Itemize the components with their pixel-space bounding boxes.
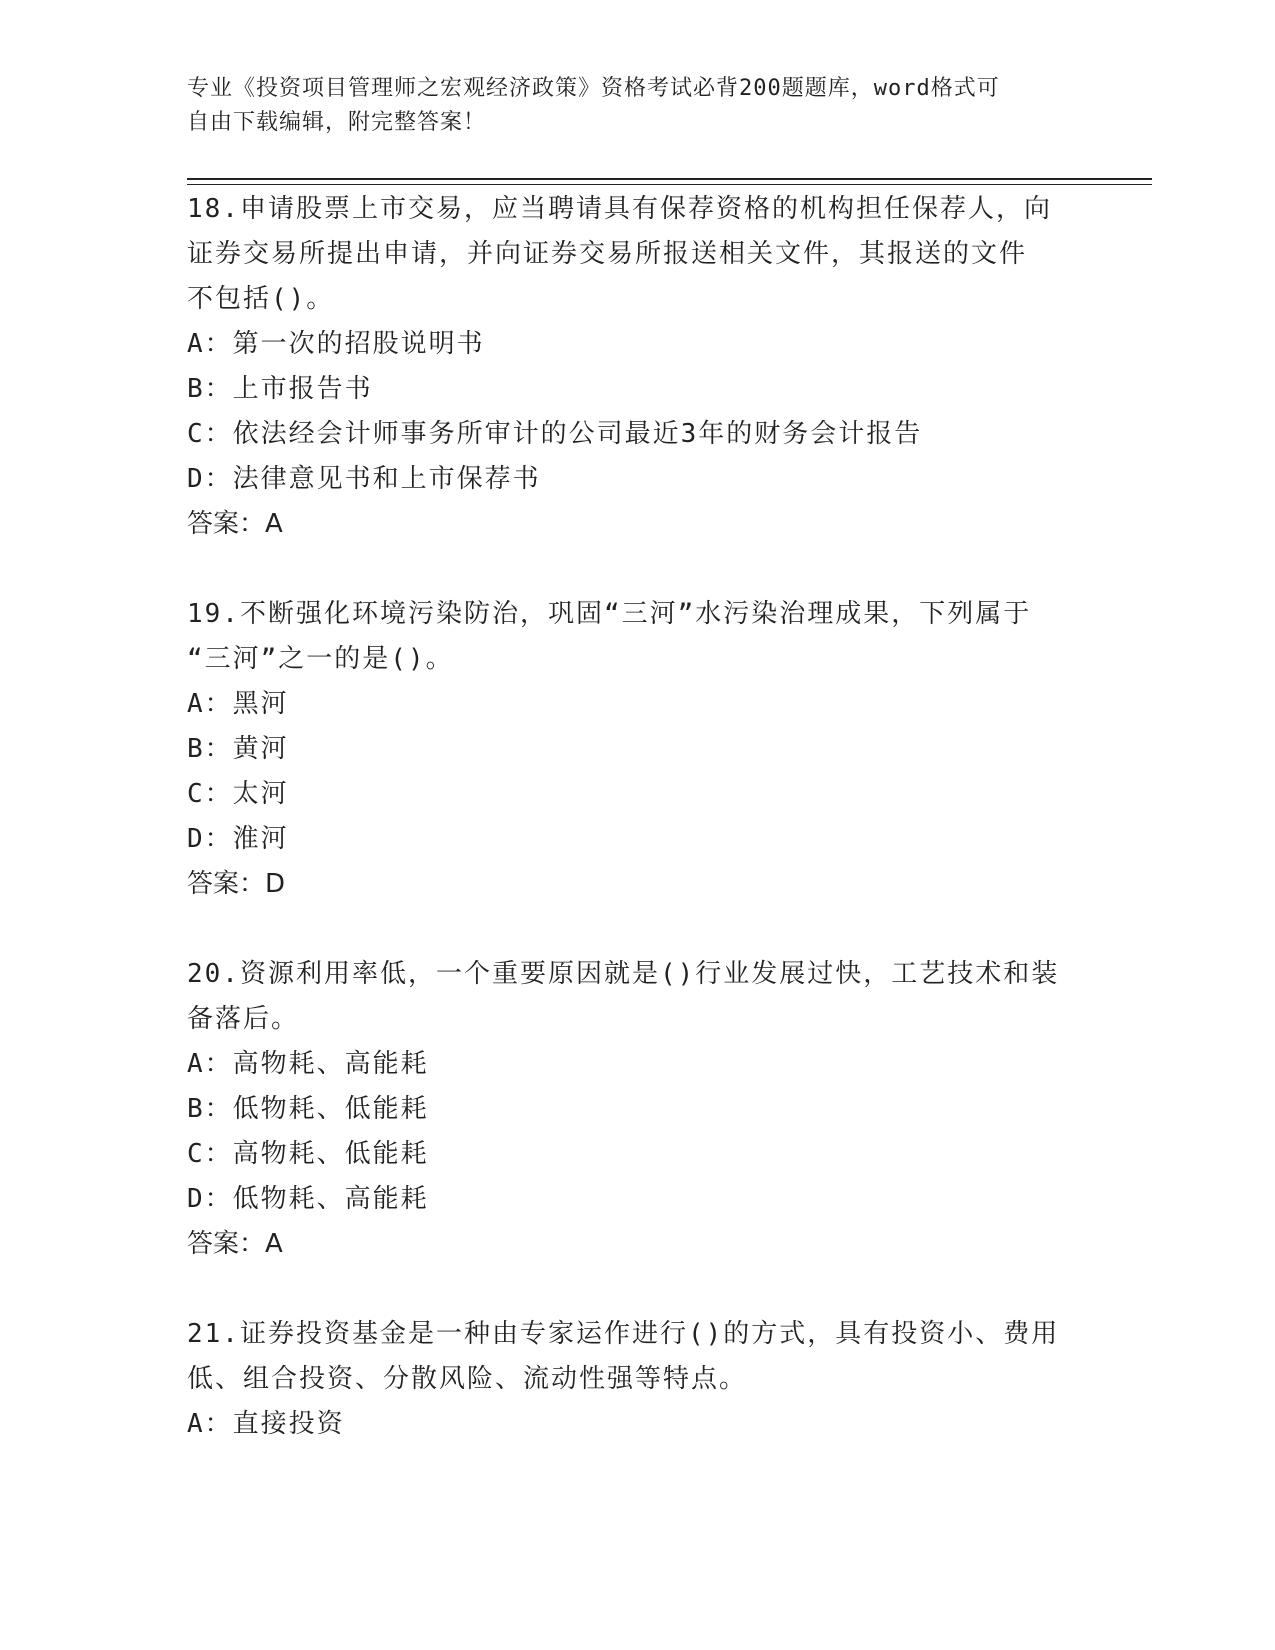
option-d: D：低物耗、高能耗: [187, 1184, 429, 1214]
option-b: B：上市报告书: [187, 374, 373, 404]
header-divider-thick: [187, 178, 1152, 180]
option-c: C：高物耗、低能耗: [187, 1139, 429, 1169]
header-line-2: 自由下载编辑，附完整答案！: [187, 110, 487, 135]
question-stem-line: 20.资源利用率低，一个重要原因就是()行业发展过快，工艺技术和装: [187, 959, 1060, 989]
question-stem-line: 18.申请股票上市交易，应当聘请具有保荐资格的机构担任保荐人，向: [187, 194, 1052, 224]
document-header: [187, 72, 1067, 140]
question-stem-line: 21.证券投资基金是一种由专家运作进行()的方式，具有投资小、费用: [187, 1319, 1060, 1349]
answer: 答案：A: [187, 509, 283, 539]
option-d: D：法律意见书和上市保荐书: [187, 464, 541, 494]
question-stem-line: 低、组合投资、分散风险、流动性强等特点。: [187, 1364, 748, 1394]
option-c: C：依法经会计师事务所审计的公司最近3年的财务会计报告: [187, 419, 923, 449]
question-list: [187, 187, 1087, 1492]
question-stem-line: 不包括()。: [187, 284, 335, 314]
option-a: A：高物耗、高能耗: [187, 1049, 429, 1079]
question-stem-line: 19.不断强化环境污染防治，巩固“三河”水污染治理成果，下列属于: [187, 599, 1032, 629]
question-stem-line: 证券交易所提出申请，并向证券交易所报送相关文件，其报送的文件: [187, 239, 1028, 269]
option-c: C：太河: [187, 779, 289, 809]
header-divider-thin: [187, 184, 1152, 185]
option-b: B：低物耗、低能耗: [187, 1094, 429, 1124]
header-line-1: 专业《投资项目管理师之宏观经济政策》资格考试必背200题题库，word格式可: [187, 76, 1000, 101]
option-d: D：淮河: [187, 824, 289, 854]
option-a: A：直接投资: [187, 1409, 345, 1439]
question-stem-line: “三河”之一的是()。: [187, 644, 454, 674]
answer: 答案：A: [187, 1229, 283, 1259]
question-stem-line: 备落后。: [187, 1004, 300, 1034]
option-b: B：黄河: [187, 734, 289, 764]
answer: 答案：D: [187, 869, 286, 899]
question-18: [187, 187, 1087, 547]
question-21: [187, 1312, 1087, 1447]
option-a: A：第一次的招股说明书: [187, 329, 485, 359]
option-a: A：黑河: [187, 689, 289, 719]
question-20: [187, 952, 1087, 1267]
question-19: [187, 592, 1087, 907]
